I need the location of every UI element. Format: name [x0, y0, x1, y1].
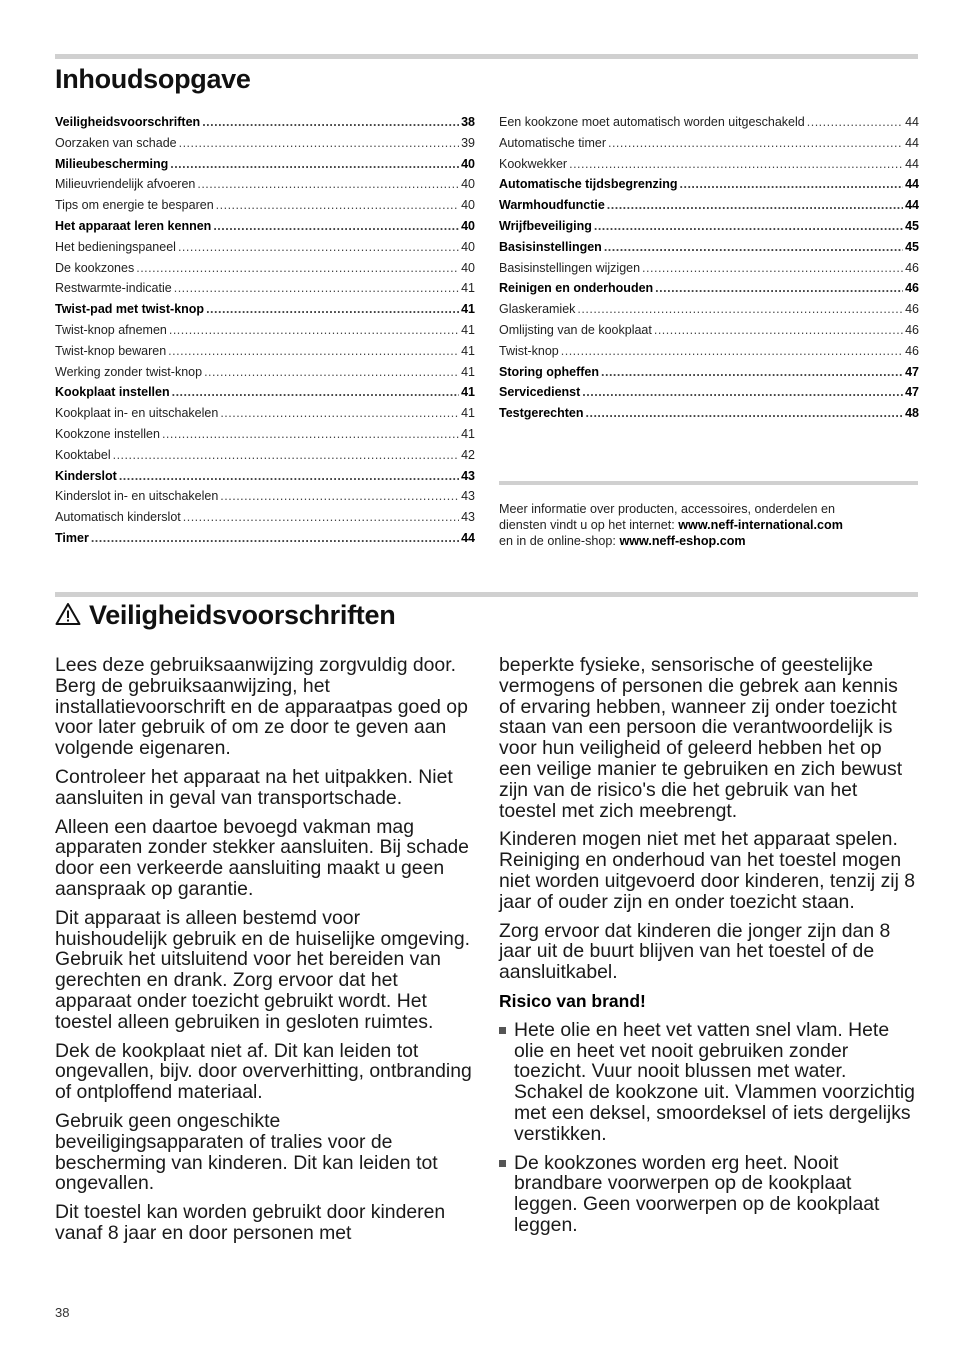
- top-rule: [55, 54, 918, 59]
- toc-entry-label: Automatische timer: [499, 135, 606, 150]
- toc-leader-dots: [216, 198, 459, 212]
- toc-entry[interactable]: [499, 136, 919, 157]
- toc-entry-label: Kinderslot in- en uitschakelen: [55, 489, 219, 504]
- toc-entry[interactable]: [55, 469, 475, 490]
- toc-entry-page: 44: [905, 156, 919, 171]
- toc-entry[interactable]: [499, 365, 919, 386]
- info-line-2: [499, 517, 919, 533]
- toc-leader-dots: [197, 177, 459, 191]
- toc-left-column: [55, 115, 475, 552]
- toc-right-column: [499, 115, 919, 427]
- toc-entry[interactable]: [499, 344, 919, 365]
- safety-paragraph: Zorg ervoor dat kinderen die jonger zijn dan 8 jaar uit de buurt blijven van het toestel of de aansluitkabel.: [499, 919, 891, 984]
- toc-entry-page: 41: [461, 302, 475, 317]
- toc-entry[interactable]: [55, 385, 475, 406]
- bullet-text: Hete olie en heet vet vatten snel vlam. Hete olie en heet vet nooit gebruiken zonder toezicht. Vuur nooit blussen met water. Schakel de kookzone uit. Vlammen voorzichtig met een deksel, smoordeksel of iets dergelijks verstikken.: [514, 1018, 915, 1145]
- toc-leader-dots: [206, 302, 459, 316]
- toc-entry-page: 47: [905, 385, 919, 400]
- toc-leader-dots: [608, 136, 903, 150]
- toc-entry-label: Milieubescherming: [55, 156, 169, 171]
- toc-entry[interactable]: [55, 406, 475, 427]
- toc-entry[interactable]: [55, 219, 475, 240]
- toc-entry[interactable]: [55, 365, 475, 386]
- safety-paragraph: Dit apparaat is alleen bestemd voor huishoudelijk gebruik en de huiselijke omgeving. Gebruik het uitsluitend voor het bereiden van gerechten en drank. Zorg ervoor dat het apparaat onder toezicht gebruikt wordt. Het toestel alleen gebruiken in gesloten ruimtes.: [55, 906, 471, 1033]
- toc-entry-page: 46: [905, 281, 919, 296]
- toc-entry-label: Het bedieningspaneel: [55, 239, 176, 254]
- toc-leader-dots: [582, 385, 903, 399]
- toc-entry-label: Testgerechten: [499, 406, 584, 421]
- toc-entry[interactable]: [499, 261, 919, 282]
- toc-entry-label: Het apparaat leren kennen: [55, 218, 212, 233]
- toc-leader-dots: [178, 240, 459, 254]
- toc-entry-page: 42: [461, 447, 475, 462]
- toc-entry-label: Milieuvriendelijk afvoeren: [55, 177, 196, 192]
- safety-paragraph: Dit toestel kan worden gebruikt door kinderen vanaf 8 jaar en door personen met: [55, 1201, 446, 1244]
- toc-entry-page: 41: [461, 343, 475, 358]
- toc-entry-label: Twist-knop: [499, 343, 559, 358]
- toc-entry-page: 45: [905, 218, 919, 233]
- toc-entry-label: Glaskeramiek: [499, 302, 576, 317]
- toc-entry-page: 44: [905, 115, 919, 129]
- toc-entry-page: 40: [461, 177, 475, 192]
- toc-leader-dots: [91, 531, 459, 545]
- toc-entry-page: 44: [905, 135, 919, 150]
- toc-entry-page: 45: [905, 239, 919, 254]
- website-link[interactable]: www.neff-international.com: [678, 518, 843, 532]
- toc-leader-dots: [577, 302, 903, 316]
- toc-entry-label: Warmhoudfunctie: [499, 198, 605, 213]
- toc-entry[interactable]: [55, 157, 475, 178]
- toc-entry[interactable]: [55, 344, 475, 365]
- toc-leader-dots: [119, 469, 459, 483]
- toc-entry-label: Tips om energie te besparen: [55, 198, 214, 213]
- toc-entry-page: 41: [461, 406, 475, 421]
- toc-leader-dots: [607, 198, 903, 212]
- toc-leader-dots: [169, 323, 459, 337]
- toc-leader-dots: [204, 365, 459, 379]
- toc-entry[interactable]: [499, 177, 919, 198]
- toc-entry[interactable]: [55, 177, 475, 198]
- toc-entry-label: Kinderslot: [55, 468, 117, 483]
- warning-triangle-icon: [55, 602, 81, 633]
- toc-leader-dots: [170, 157, 459, 171]
- toc-entry-label: Een kookzone moet automatisch worden uitgeschakeld: [499, 115, 805, 129]
- toc-entry[interactable]: [499, 385, 919, 406]
- toc-entry-label: Basisinstellingen wijzigen: [499, 260, 641, 275]
- safety-paragraph: Controleer het apparaat na het uitpakken. Niet aansluiten in geval van transportschade.: [55, 765, 453, 809]
- toc-entry[interactable]: [499, 406, 919, 427]
- toc-entry-page: 40: [461, 198, 475, 213]
- toc-entry-page: 48: [905, 406, 919, 421]
- toc-entry-label: Automatische tijdsbegrenzing: [499, 177, 678, 192]
- info-line-2-text: diensten vindt u op het internet:: [499, 518, 679, 532]
- toc-leader-dots: [601, 365, 903, 379]
- toc-entry[interactable]: [55, 448, 475, 469]
- toc-entry-label: Oorzaken van schade: [55, 135, 177, 150]
- toc-entry-page: 46: [905, 343, 919, 358]
- toc-entry-page: 41: [461, 385, 475, 400]
- toc-entry-label: Timer: [55, 530, 89, 545]
- toc-leader-dots: [162, 427, 459, 441]
- toc-entry[interactable]: [499, 240, 919, 261]
- toc-title: Inhoudsopgave: [55, 64, 251, 94]
- toc-leader-dots: [586, 406, 904, 420]
- toc-entry[interactable]: [55, 302, 475, 323]
- toc-entry-page: 40: [461, 239, 475, 254]
- toc-leader-dots: [172, 385, 459, 399]
- section-title-text: Veiligheidsvoorschriften: [89, 600, 396, 630]
- toc-entry-page: 44: [461, 530, 475, 545]
- toc-entry-page: 47: [905, 364, 919, 379]
- toc-entry-label: Kookwekker: [499, 156, 568, 171]
- toc-entry[interactable]: [499, 115, 919, 136]
- toc-leader-dots: [179, 136, 459, 150]
- toc-entry[interactable]: [499, 302, 919, 323]
- info-block: [499, 501, 919, 549]
- toc-entry-label: Kooktabel: [55, 447, 111, 462]
- toc-entry-label: Kookplaat in- en uitschakelen: [55, 406, 219, 421]
- toc-entry-label: Storing opheffen: [499, 364, 599, 379]
- toc-leader-dots: [569, 157, 903, 171]
- bullet-square-icon: [499, 1160, 506, 1167]
- toc-entry[interactable]: [55, 510, 475, 531]
- safety-paragraph: Alleen een daartoe bevoegd vakman mag apparaten zonder stekker aansluiten. Bij schade door een verkeerde aansluiting maakt u geen aanspraak op garantie.: [55, 815, 469, 900]
- toc-leader-dots: [642, 261, 903, 275]
- toc-entry-label: Servicedienst: [499, 385, 581, 400]
- toc-entry-label: Omlijsting van de kookplaat: [499, 322, 652, 337]
- toc-entry[interactable]: [55, 531, 475, 552]
- toc-entry[interactable]: [55, 115, 475, 136]
- toc-entry-page: 40: [461, 218, 475, 233]
- toc-entry-label: Restwarmte-indicatie: [55, 281, 172, 296]
- bullet-item: [499, 1153, 917, 1236]
- info-line-1: Meer informatie over producten, accessoires, onderdelen en: [499, 502, 836, 516]
- toc-entry[interactable]: [499, 157, 919, 178]
- toc-entry-label: Basisinstellingen: [499, 239, 602, 254]
- toc-leader-dots: [213, 219, 459, 233]
- toc-entry[interactable]: [55, 323, 475, 344]
- toc-leader-dots: [680, 177, 904, 191]
- info-line-3: [499, 533, 919, 549]
- safety-paragraph: Kinderen mogen niet met het apparaat spelen. Reiniging en onderhoud van het toestel mogen niet worden uitgevoerd door kinderen, tenzij zij 8 jaar of ouder zijn en onder toezicht staan.: [499, 828, 916, 913]
- bullet-text: De kookzones worden erg heet. Nooit brandbare voorwerpen op de kookplaat leggen. Geen voorwerpen op de kookplaat leggen.: [514, 1151, 880, 1236]
- safety-left-column: [55, 655, 473, 1252]
- toc-entry-page: 44: [905, 198, 919, 213]
- toc-entry-page: 40: [461, 156, 475, 171]
- toc-entry-page: 41: [461, 364, 475, 379]
- toc-entry-page: 46: [905, 322, 919, 337]
- toc-entry-label: Veiligheidsvoorschriften: [55, 115, 201, 129]
- toc-entry-page: 46: [905, 260, 919, 275]
- toc-entry-page: 43: [461, 468, 475, 483]
- toc-leader-dots: [655, 281, 903, 295]
- toc-entry-label: Werking zonder twist-knop: [55, 364, 203, 379]
- toc-entry-label: Twist-pad met twist-knop: [55, 302, 205, 317]
- toc-entry-page: 40: [461, 260, 475, 275]
- toc-entry-label: Reinigen en onderhouden: [499, 281, 654, 296]
- toc-entry-label: Twist-knop bewaren: [55, 343, 167, 358]
- toc-entry-label: Wrijfbeveiliging: [499, 218, 592, 233]
- toc-leader-dots: [174, 281, 459, 295]
- toc-entry-page: 41: [461, 426, 475, 441]
- toc-entry[interactable]: [55, 281, 475, 302]
- toc-entry-label: Twist-knop afnemen: [55, 322, 167, 337]
- safety-paragraph: Dek de kookplaat niet af. Dit kan leiden tot ongevallen, bijv. door oververhitting, ontbranding of ontploffend materiaal.: [55, 1039, 472, 1104]
- safety-paragraph: Lees deze gebruiksaanwijzing zorgvuldig door. Berg de gebruiksaanwijzing, het installatievoorschrift en de apparaatpas goed op voor later gebruik of om ze door te geven aan volgende eigenaren.: [55, 654, 468, 760]
- toc-leader-dots: [220, 406, 459, 420]
- toc-leader-dots: [220, 489, 459, 503]
- toc-leader-dots: [594, 219, 903, 233]
- toc-leader-dots: [168, 344, 459, 358]
- bullet-item: [499, 1020, 917, 1145]
- toc-entry[interactable]: [55, 427, 475, 448]
- toc-leader-dots: [113, 448, 459, 462]
- toc-entry[interactable]: [55, 240, 475, 261]
- section-title: [55, 600, 395, 633]
- toc-entry-page: 43: [461, 489, 475, 504]
- toc-leader-dots: [561, 344, 903, 358]
- toc-leader-dots: [807, 115, 903, 129]
- toc-leader-dots: [654, 323, 903, 337]
- toc-entry[interactable]: [55, 261, 475, 282]
- toc-entry-page: 39: [461, 135, 475, 150]
- toc-entry-label: De kookzones: [55, 260, 135, 275]
- safety-paragraph: Gebruik geen ongeschikte beveiligingsapparaten of tralies voor de bescherming van kinderen. Dit kan leiden tot ongevallen.: [55, 1109, 438, 1195]
- toc-entry[interactable]: [55, 489, 475, 510]
- toc-leader-dots: [136, 261, 459, 275]
- toc-entry-label: Kookzone instellen: [55, 426, 160, 441]
- toc-entry[interactable]: [55, 198, 475, 219]
- info-line-3-text: en in de online-shop:: [499, 534, 620, 548]
- toc-entry-page: 43: [461, 510, 475, 525]
- toc-entry[interactable]: [55, 136, 475, 157]
- safety-right-column: [499, 655, 917, 1244]
- toc-entry-page: 41: [461, 281, 475, 296]
- toc-leader-dots: [202, 115, 459, 129]
- toc-entry-label: Automatisch kinderslot: [55, 510, 181, 525]
- section-rule: [55, 592, 918, 597]
- toc-entry[interactable]: [499, 323, 919, 344]
- toc-entry-page: 41: [461, 322, 475, 337]
- toc-entry[interactable]: [499, 219, 919, 240]
- toc-entry-page: 38: [461, 115, 475, 129]
- bullet-square-icon: [499, 1027, 506, 1034]
- safety-paragraph: beperkte fysieke, sensorische of geestelijke vermogens of personen die gebrek aan kennis of ervaring hebben, wanneer zij onder toezicht staan van een persoon die verantwoordelijk is voor hun veiligheid of geleerd hebben het op een veilige manier te gebruiken en zich bewust zijn van de risico's die het gebruik van het toestel met zich meebrengt.: [499, 654, 903, 822]
- toc-entry-label: Kookplaat instellen: [55, 385, 170, 400]
- toc-entry[interactable]: [499, 281, 919, 302]
- toc-entry-page: 44: [905, 177, 919, 192]
- fire-risk-heading: Risico van brand!: [499, 990, 646, 1011]
- toc-entry[interactable]: [499, 198, 919, 219]
- toc-leader-dots: [604, 240, 903, 254]
- page-number: 38: [55, 1305, 70, 1320]
- eshop-link[interactable]: www.neff-eshop.com: [619, 534, 746, 548]
- info-rule: [499, 481, 918, 485]
- toc-entry-page: 46: [905, 302, 919, 317]
- toc-leader-dots: [183, 510, 459, 524]
